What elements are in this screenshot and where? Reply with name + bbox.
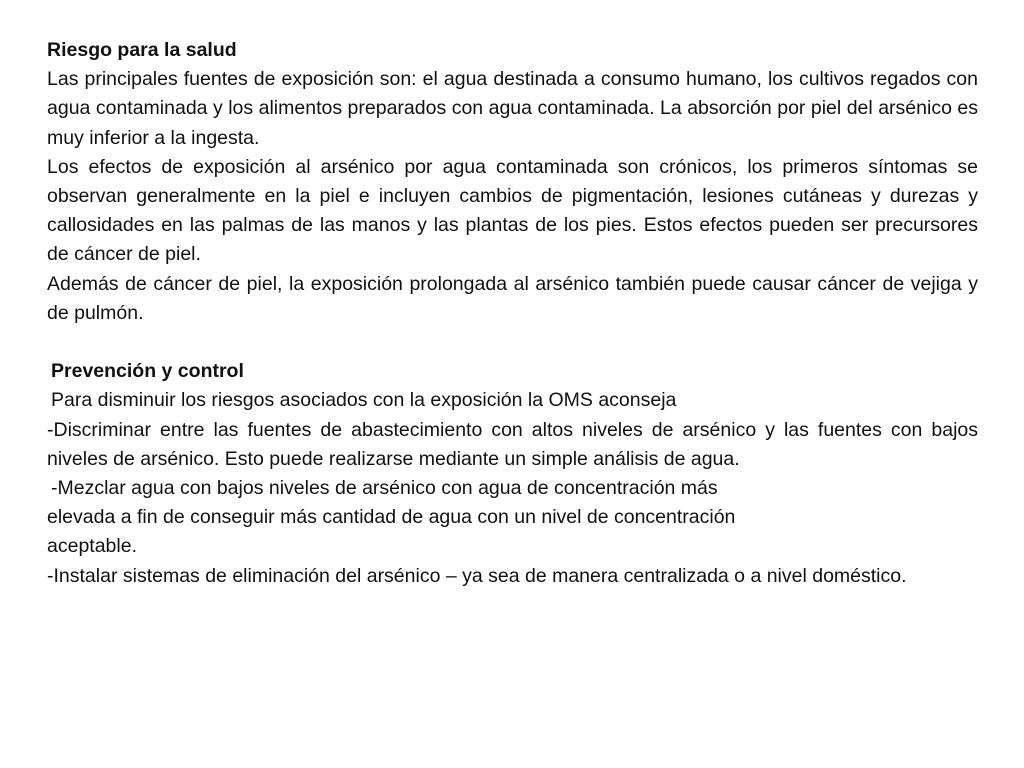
slide-content xyxy=(47,36,978,591)
prevention-item-mix-line-2: elevada a fin de conseguir más cantidad de agua con un nivel de concentración xyxy=(47,506,736,529)
paragraph-exposure-sources: Las principales fuentes de exposición son: el agua destinada a consumo humano, los cultivos regados con agua contaminada y los alimentos preparados con agua contaminada. La absorción por piel del arsénico es muy inferior a la ingesta. xyxy=(47,68,978,149)
prevention-item-discriminate: -Discriminar entre las fuentes de abastecimiento con altos niveles de arsénico y las fuentes con bajos niveles de arsénico. Esto puede realizarse mediante un simple análisis de agua. xyxy=(47,418,978,470)
section-spacer xyxy=(47,328,978,357)
section-title-health-risk: Riesgo para la salud xyxy=(47,39,237,61)
prevention-item-mix-line-1: -Mezclar agua con bajos niveles de arsénico con agua de concentración más xyxy=(51,477,718,500)
paragraph-chronic-effects: Los efectos de exposición al arsénico por agua contaminada son crónicos, los primeros síntomas se observan generalmente en la piel e incluyen cambios de pigmentación, lesiones cutáneas y durezas y callosidades en las palmas de las manos y las plantas de los pies. Estos efectos pueden ser precursores de cáncer de piel. xyxy=(47,155,978,266)
prevention-item-mix-line-3: aceptable. xyxy=(47,535,137,558)
paragraph-cancer-risk: Además de cáncer de piel, la exposición prolongada al arsénico también puede causar cáncer de vejiga y de pulmón. xyxy=(47,272,978,324)
prevention-item-install: -Instalar sistemas de eliminación del arsénico – ya sea de manera centralizada o a nivel doméstico. xyxy=(47,564,907,587)
prevention-intro: Para disminuir los riesgos asociados con la exposición la OMS aconseja xyxy=(51,389,677,412)
section-title-prevention: Prevención y control xyxy=(51,360,244,383)
